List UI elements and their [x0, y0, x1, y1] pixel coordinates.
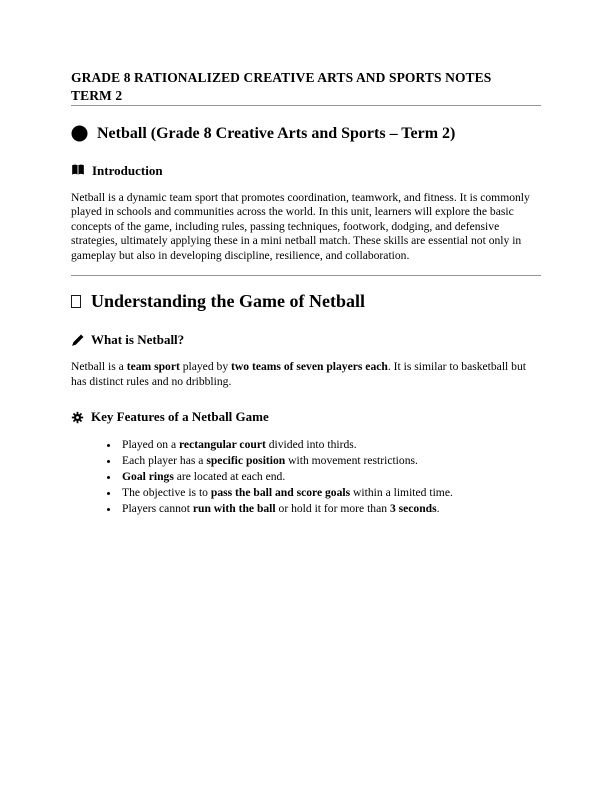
what-is-netball-heading — [71, 332, 541, 348]
understanding-section-heading — [71, 291, 541, 312]
list-item: • Goal rings are located at each end. — [120, 469, 541, 484]
list-item: • The objective is to pass the ball and score goals within a limited time. — [120, 485, 541, 500]
introduction-heading — [71, 163, 541, 179]
pen-icon — [71, 334, 84, 347]
list-item: • Players cannot run with the ball or hold it for more than 3 seconds. — [120, 501, 541, 516]
list-item: • Played on a rectangular court divided into thirds. — [120, 437, 541, 452]
introduction-heading-text: Introduction — [92, 162, 163, 178]
understanding-section-heading-text: Understanding the Game of Netball — [91, 291, 365, 312]
document-title-line1: GRADE 8 RATIONALIZED CREATIVE ARTS AND SPORTS NOTES — [71, 70, 492, 85]
key-features-heading — [71, 409, 541, 425]
netball-section-heading — [71, 125, 541, 143]
open-book-icon — [71, 164, 85, 177]
introduction-paragraph: Netball is a dynamic team sport that promotes coordination, teamwork, and fitness. It is commonly played in schools and communities across the world. In this unit, learners will explore the basic concepts of the game, including rules, passing techniques, footwork, dodging, and defensive strategies, ultimately applying these in a mini netball match. These skills are essential not only in gameplay but also in developing discipline, resilience, and collaboration. — [71, 190, 530, 262]
gear-icon — [71, 411, 84, 424]
section-divider-middle — [71, 275, 541, 276]
netball-ball-icon — [71, 125, 88, 142]
section-divider-top — [71, 105, 541, 106]
missing-glyph-box-icon — [71, 295, 81, 308]
netball-section-heading-text: Netball (Grade 8 Creative Arts and Sports – Term 2) — [97, 124, 456, 142]
what-is-netball-paragraph: Netball is a team sport played by two teams of seven players each. It is similar to basketball but has distinct rules and no dribbling. — [71, 360, 526, 388]
key-features-list — [71, 437, 541, 516]
document-title-line2: TERM 2 — [71, 87, 123, 103]
document-title — [71, 69, 541, 105]
list-item: • Each player has a specific position with movement restrictions. — [120, 453, 541, 468]
key-features-heading-text: Key Features of a Netball Game — [91, 409, 269, 425]
what-is-netball-heading-text: What is Netball? — [91, 332, 185, 348]
